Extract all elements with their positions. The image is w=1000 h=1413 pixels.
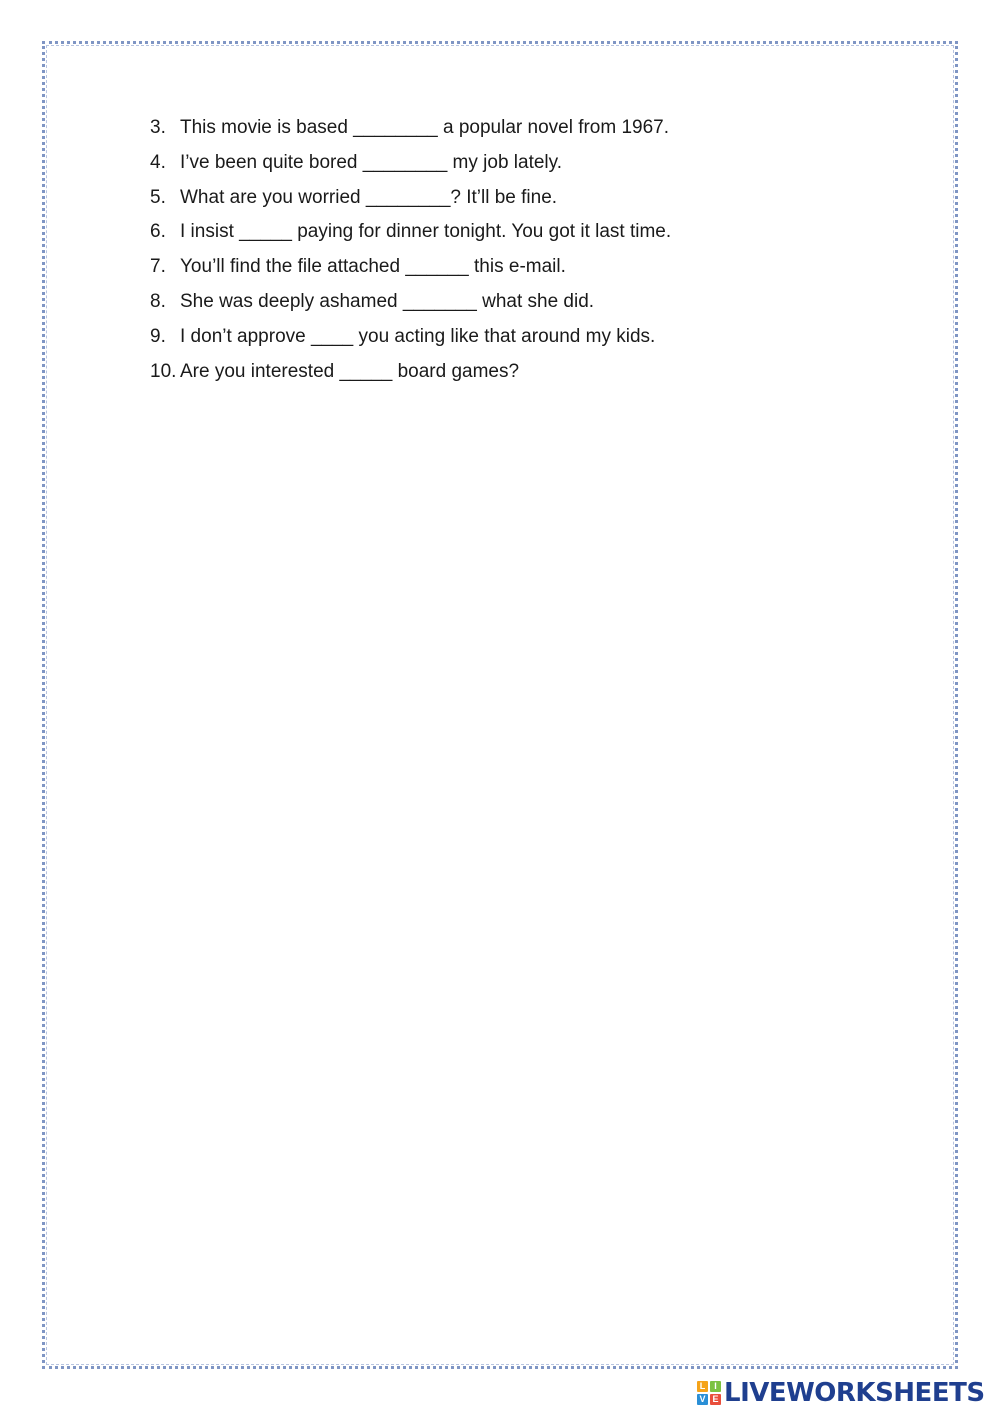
question-number: 8. [150,290,166,312]
logo-tile: L [697,1381,708,1392]
logo-mark-icon [697,1381,721,1405]
question-item [150,152,671,187]
question-item [150,187,671,222]
logo-text: LIVEWORKSHEETS [724,1378,985,1408]
question-item [150,361,671,396]
question-text: This movie is based ________ a popular novel from 1967. [180,117,670,138]
question-list [150,117,671,395]
question-text: I insist _____ paying for dinner tonight. You got it last time. [180,221,672,243]
question-number: 3. [150,117,166,138]
question-number: 10. [150,360,177,382]
question-number: 6. [150,221,166,243]
question-item [150,326,671,361]
question-number: 7. [150,256,166,278]
question-item [150,221,671,256]
question-text: What are you worried ________? It’ll be fine. [180,186,558,208]
logo-tile: E [710,1394,721,1405]
question-item [150,256,671,291]
question-text: She was deeply ashamed _______ what she did. [180,290,595,312]
question-number: 4. [150,151,166,173]
question-number: 5. [150,186,166,208]
liveworksheets-logo[interactable] [697,1378,985,1408]
question-text: Are you interested _____ board games? [180,360,520,382]
question-number: 9. [150,325,166,347]
question-text: I’ve been quite bored ________ my job lately. [180,151,563,173]
question-text: You’ll find the file attached ______ this e-mail. [180,256,566,278]
question-item [150,291,671,326]
question-text: I don’t approve ____ you acting like that around my kids. [180,325,656,347]
question-item [150,117,671,152]
logo-tile: V [697,1394,708,1405]
logo-tile: I [710,1381,721,1392]
